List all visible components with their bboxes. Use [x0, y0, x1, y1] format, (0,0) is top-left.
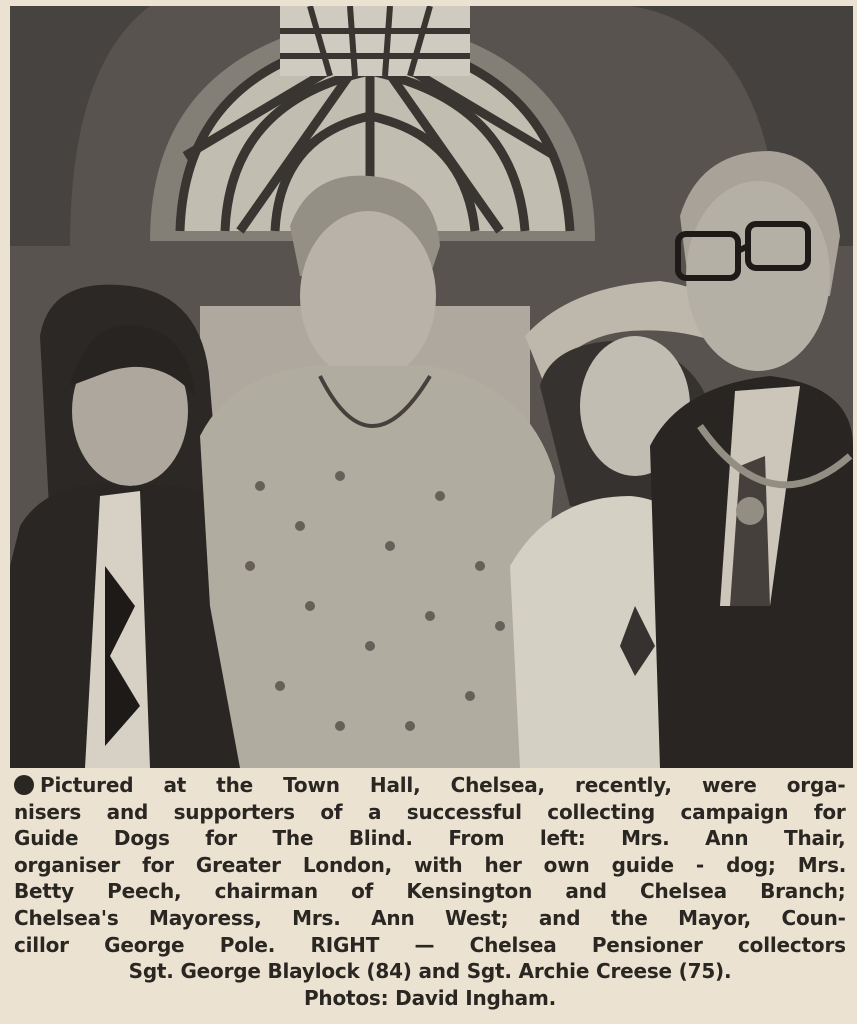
- bullet-icon: [14, 775, 34, 795]
- photo-illustration: [10, 6, 853, 768]
- photo-credit: Photos: David Ingham.: [303, 985, 557, 1010]
- caption-line-1: [14, 772, 846, 799]
- caption-line-1-text: Pictured at the Town Hall, Chelsea, recently, were orga-: [40, 773, 846, 797]
- caption-line-7: cillor George Pole. RIGHT — Chelsea Pensioner collectors: [14, 932, 846, 957]
- photo-caption: [14, 772, 846, 1011]
- caption-line-6: Chelsea's Mayoress, Mrs. Ann West; and the Mayor, Coun-: [14, 905, 846, 930]
- caption-line-4: organiser for Greater London, with her own guide - dog; Mrs.: [14, 852, 847, 877]
- group-photo: [10, 6, 853, 768]
- caption-line-3: Guide Dogs for The Blind. From left: Mrs. Ann Thair,: [14, 826, 846, 851]
- caption-line-5: Betty Peech, chairman of Kensington and Chelsea Branch;: [14, 879, 846, 904]
- caption-line-8: Sgt. George Blaylock (84) and Sgt. Archie Creese (75).: [128, 959, 732, 984]
- caption-line-2: nisers and supporters of a successful collecting campaign for: [14, 799, 846, 824]
